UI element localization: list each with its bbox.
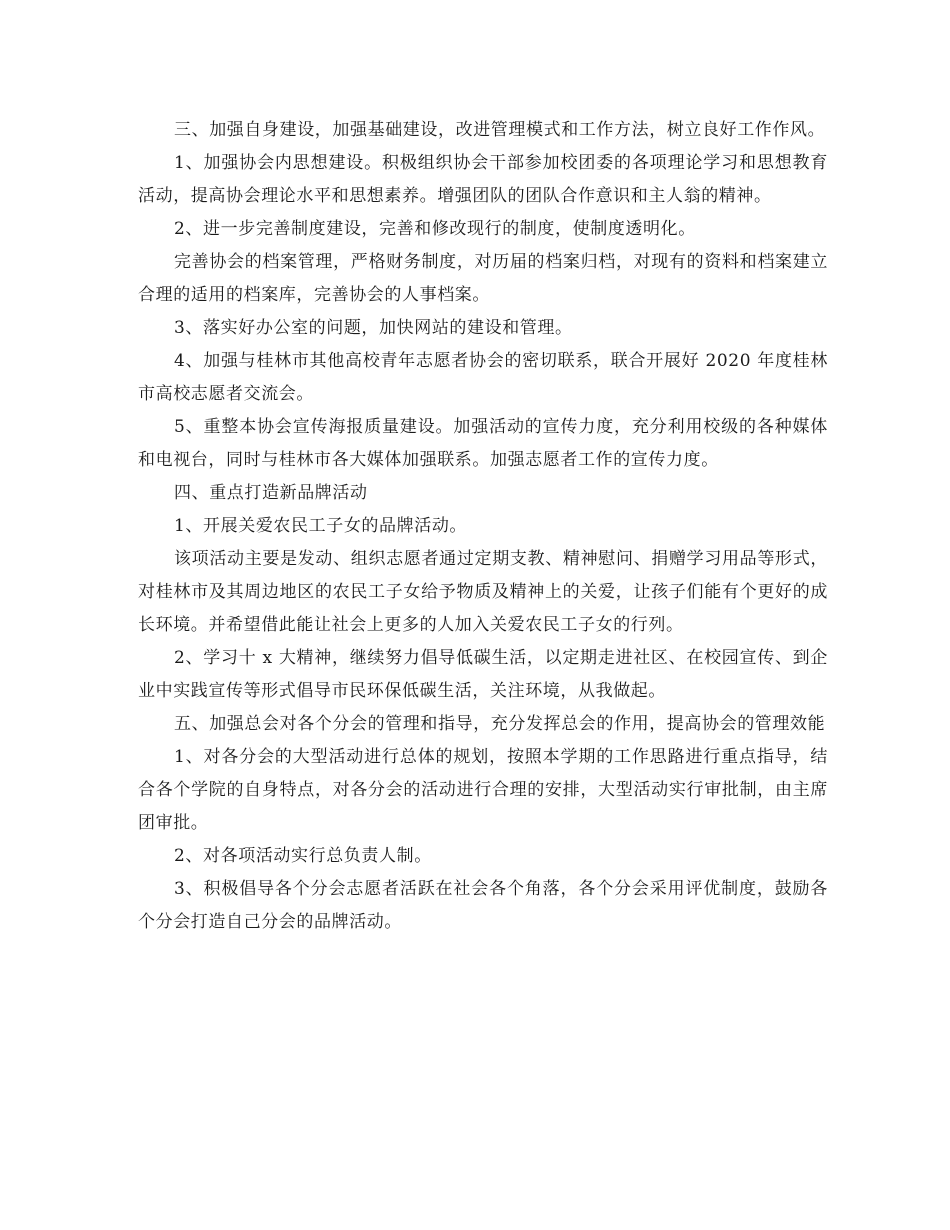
paragraph-item-3-4: 4、加强与桂林市其他高校青年志愿者协会的密切联系，联合开展好 2020 年度桂林市高校志愿者交流会。: [138, 351, 828, 404]
paragraph-item-5-3: 3、积极倡导各个分会志愿者活跃在社会各个角落，各个分会采用评优制度，鼓励各个分会打造自己分会的品牌活动。: [138, 879, 828, 932]
paragraph-item-5-1: 1、对各分会的大型活动进行总体的规划，按照本学期的工作思路进行重点指导，结合各个学院的自身特点，对各分会的活动进行合理的安排，大型活动实行审批制，由主席团审批。: [138, 747, 828, 833]
section-heading-5: 五、加强总会对各个分会的管理和指导，充分发挥总会的作用，提高协会的管理效能: [174, 714, 826, 734]
paragraph-item-5-2: 2、对各项活动实行总负责人制。: [174, 846, 432, 866]
document-body: [138, 114, 828, 939]
paragraph-item-4-2: 2、学习十 x 大精神，继续努力倡导低碳生活，以定期走进社区、在校园宣传、到企业中实践宣传等形式倡导市民环保低碳生活，关注环境，从我做起。: [138, 648, 828, 701]
paragraph-activity-description: 该项活动主要是发动、组织志愿者通过定期支教、精神慰问、捐赠学习用品等形式，对桂林市及其周边地区的农民工子女给予物质及精神上的关爱，让孩子们能有个更好的成长环境。并希望借此能让社会上更多的人加入关爱农民工子女的行列。: [138, 549, 828, 635]
paragraph-item-4-1: 1、开展关爱农民工子女的品牌活动。: [174, 516, 468, 536]
paragraph-item-3-3: 3、落实好办公室的问题，加快网站的建设和管理。: [174, 318, 573, 338]
paragraph-archive-management: 完善协会的档案管理，严格财务制度，对历届的档案归档，对现有的资料和档案建立合理的适用的档案库，完善协会的人事档案。: [138, 252, 828, 305]
paragraph-item-3-5: 5、重整本协会宣传海报质量建设。加强活动的宣传力度，充分利用校级的各种媒体和电视台，同时与桂林市各大媒体加强联系。加强志愿者工作的宣传力度。: [138, 417, 828, 470]
section-heading-3: 三、加强自身建设，加强基础建设，改进管理模式和工作方法，树立良好工作作风。: [174, 120, 826, 140]
section-heading-4: 四、重点打造新品牌活动: [174, 483, 368, 503]
paragraph-item-3-1: 1、加强协会内思想建设。积极组织协会干部参加校团委的各项理论学习和思想教育活动，提高协会理论水平和思想素养。增强团队的团队合作意识和主人翁的精神。: [138, 153, 828, 206]
paragraph-item-3-2: 2、进一步完善制度建设，完善和修改现行的制度，使制度透明化。: [174, 219, 696, 239]
